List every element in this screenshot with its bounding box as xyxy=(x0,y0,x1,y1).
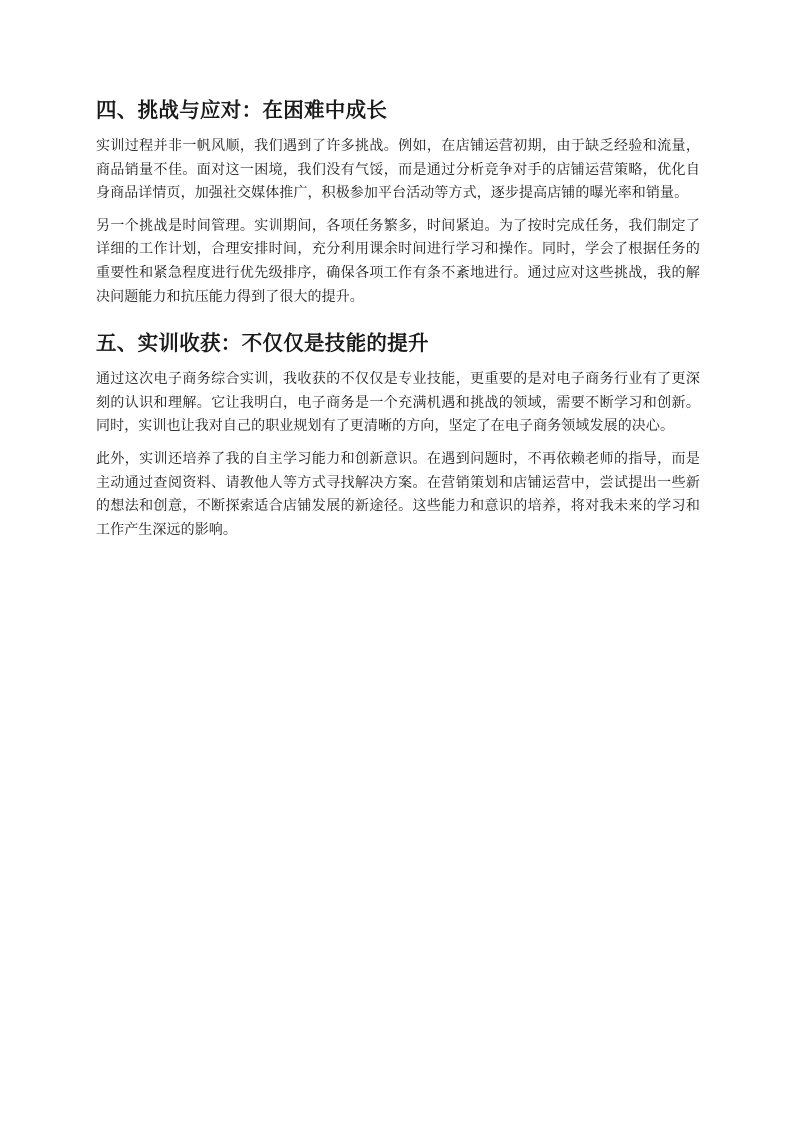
paragraph-challenges-2: 另一个挑战是时间管理。实训期间，各项任务繁多，时间紧迫。为了按时完成任务，我们制定了详细的工作计划，合理安排时间，充分利用课余时间进行学习和操作。同时，学会了根据任务的重要性和紧急程度进行优先级排序，确保各项工作有条不紊地进行。通过应对这些挑战，我的解决问题能力和抗压能力得到了很大的提升。 xyxy=(96,217,700,305)
paragraph-gains-2: 此外，实训还培养了我的自主学习能力和创新意识。在遇到问题时，不再依赖老师的指导，而是主动通过查阅资料、请教他人等方式寻找解决方案。在营销策划和店铺运营中，尝试提出一些新的想法和创意，不断探索适合店铺发展的新途径。这些能力和意识的培养，将对我未来的学习和工作产生深远的影响。 xyxy=(96,450,700,538)
document-page xyxy=(96,90,700,542)
section-heading-challenges: 四、挑战与应对：在困难中成长 xyxy=(96,98,388,122)
paragraph-gains-1: 通过这次电子商务综合实训，我收获的不仅仅是专业技能，更重要的是对电子商务行业有了更深刻的认识和理解。它让我明白，电子商务是一个充满机遇和挑战的领域，需要不断学习和创新。同时，实训也让我对自己的职业规划有了更清晰的方向，坚定了在电子商务领域发展的决心。 xyxy=(96,371,700,435)
paragraph-challenges-1: 实训过程并非一帆风顺，我们遇到了许多挑战。例如，在店铺运营初期，由于缺乏经验和流量，商品销量不佳。面对这一困境，我们没有气馁，而是通过分析竞争对手的店铺运营策略，优化自身商品详情页，加强社交媒体推广，积极参加平台活动等方式，逐步提高店铺的曝光率和销量。 xyxy=(96,138,700,202)
section-heading-gains: 五、实训收获：不仅仅是技能的提升 xyxy=(96,331,429,356)
